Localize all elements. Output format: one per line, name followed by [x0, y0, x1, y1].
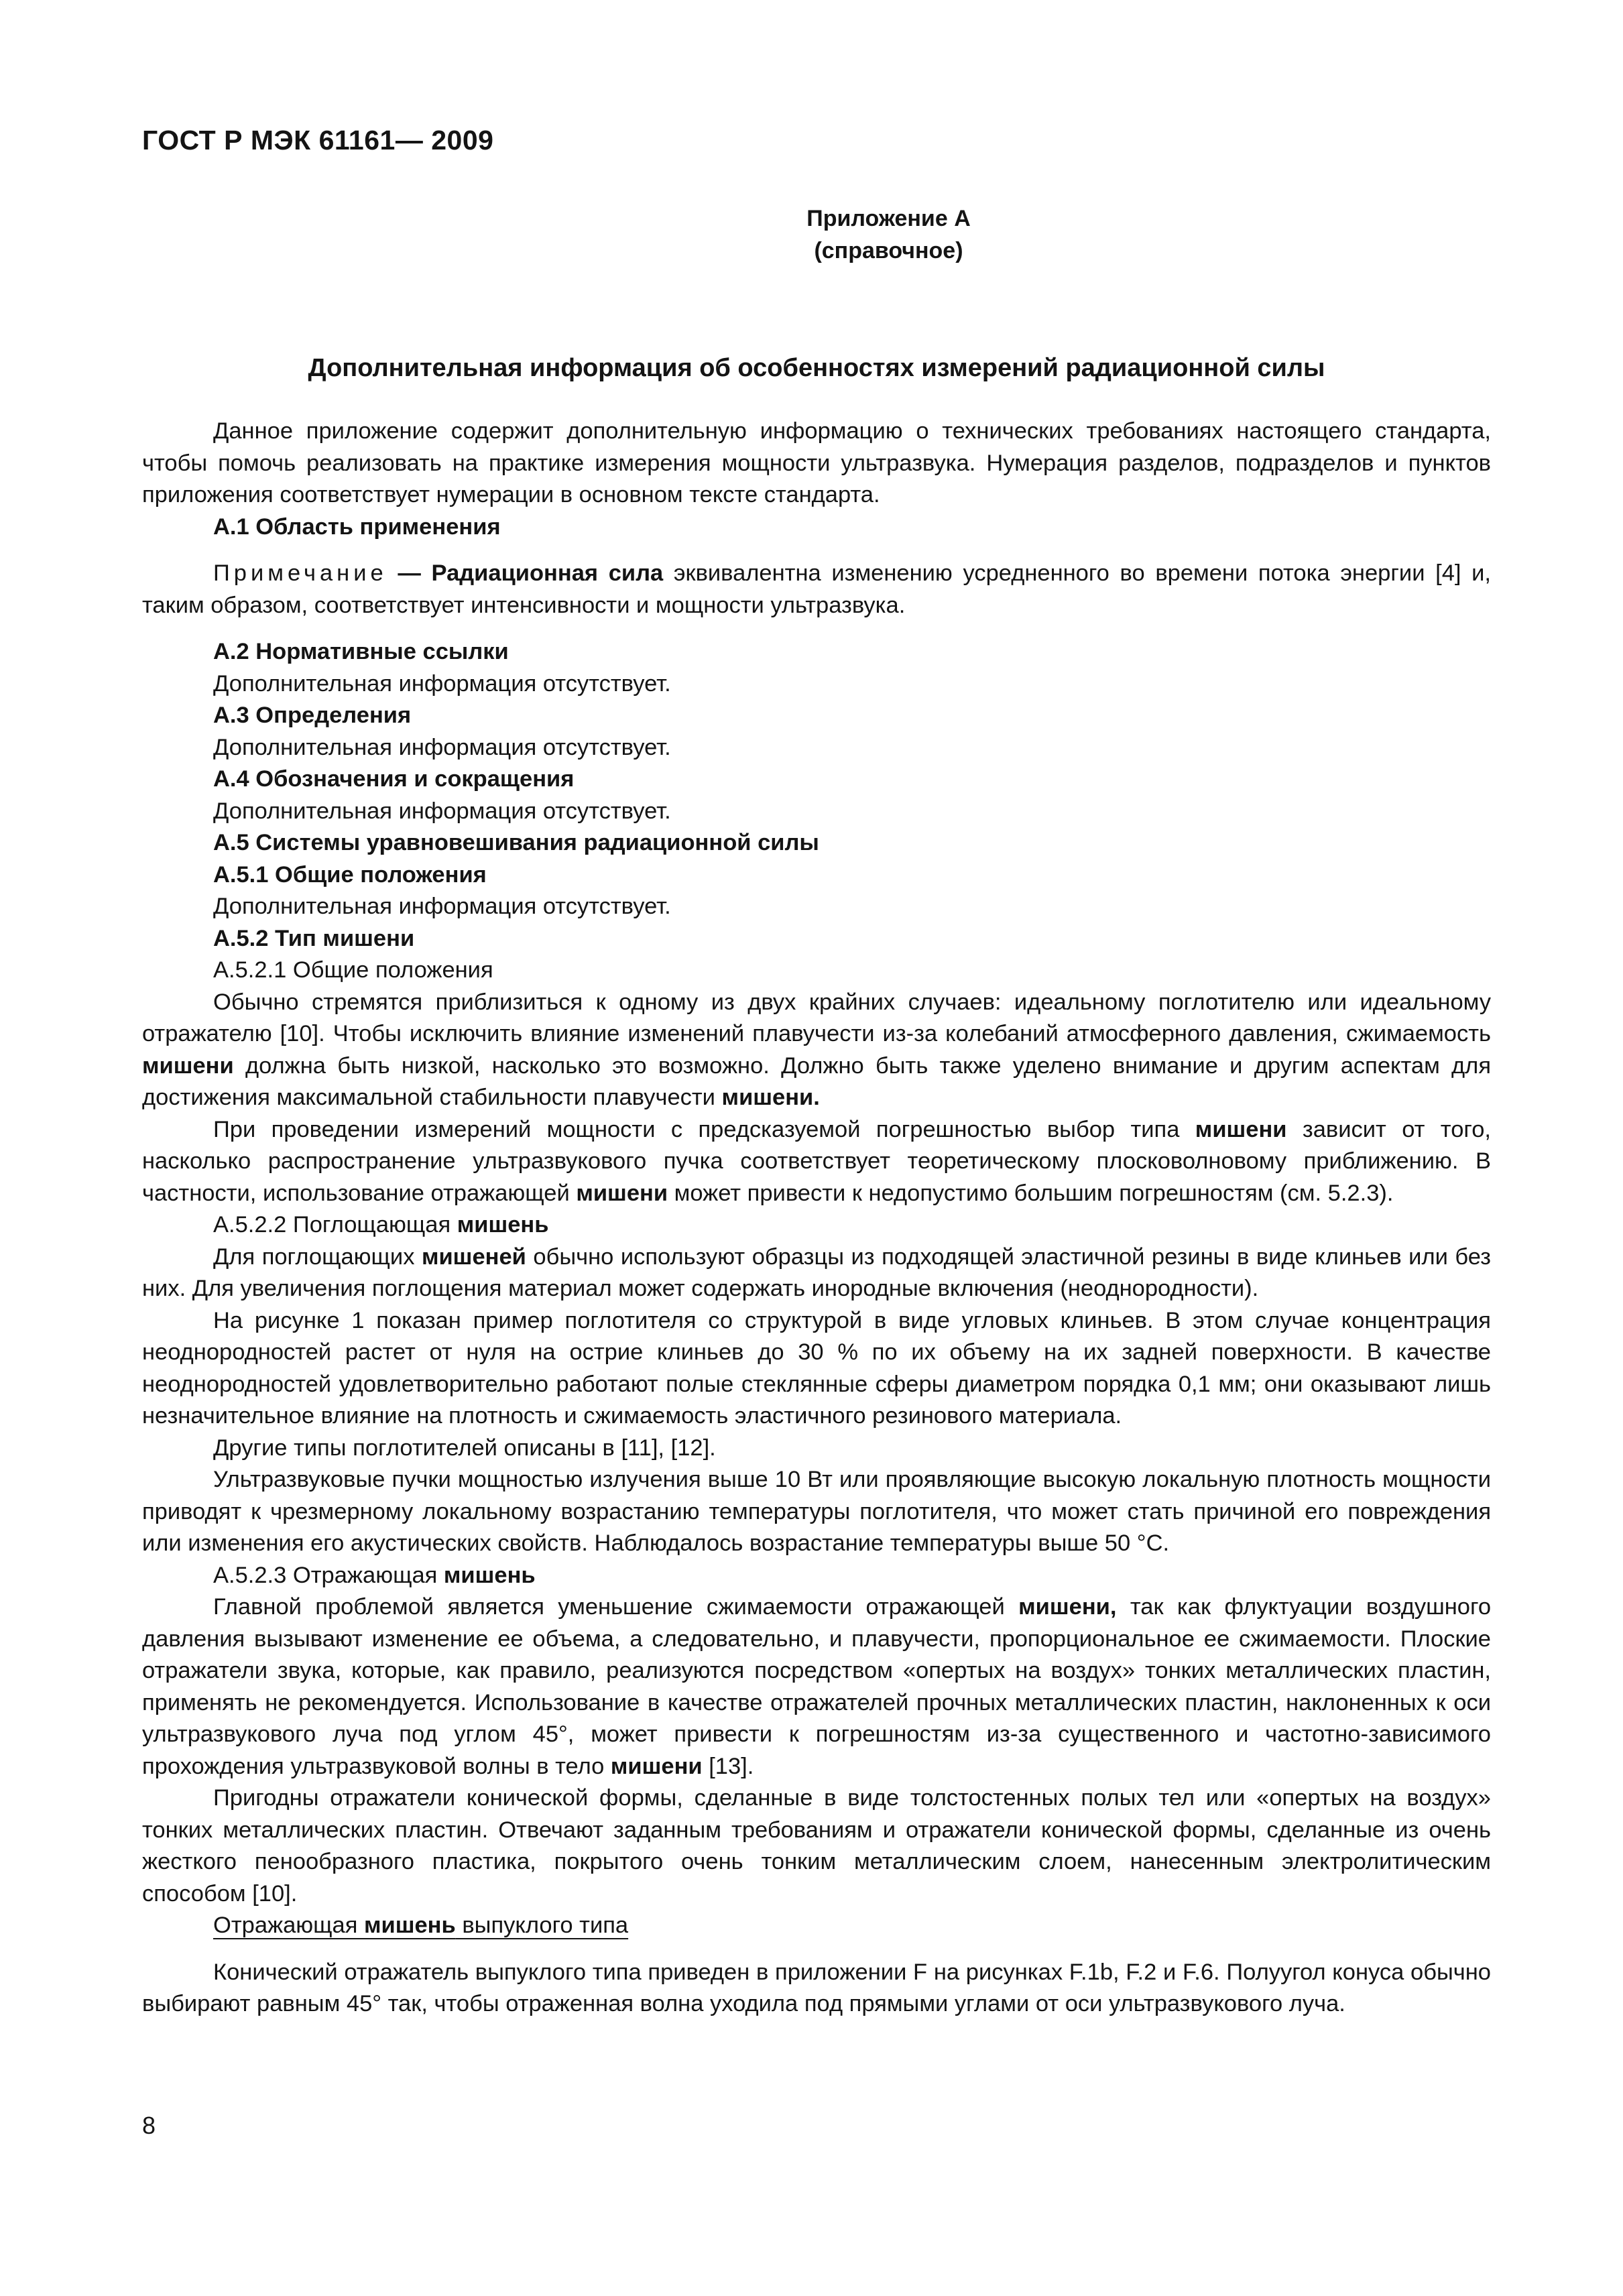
convex-sub-prefix: Отражающая	[213, 1913, 364, 1938]
a523-paragraph-1	[142, 1591, 1491, 1783]
a521-p2-bold-1: мишени	[1195, 1116, 1287, 1142]
a522-paragraph-2: На рисунке 1 показан пример поглотителя со структурой в виде угловых клиньев. В этом случае концентрация неоднородностей растет от нуля на острие клиньев до 30 % по их объему на их задней поверхности. В качестве неоднородностей удовлетворительно работают полые стеклянные сферы диаметром порядка 0,1 мм; они оказывают лишь незначительное влияние на плотность и сжимаемость эластичного резинового материала.	[142, 1307, 1491, 1429]
section-heading-a3: А.3 Определения	[213, 703, 412, 728]
a523-p1-bold-2: мишени	[610, 1753, 703, 1779]
section-text-a51: Дополнительная информация отсутствует.	[213, 894, 671, 919]
section-text-a4: Дополнительная информация отсутствует.	[213, 798, 671, 824]
a523-paragraph-2: Пригодны отражатели конической формы, сделанные в виде толстостенных полых тел или «опертых на воздух» тонких металлических пластин. Отвечают заданным требованиям и отражатели конической формы, сделанные из очень жесткого пенообразного пластика, покрытого очень тонким металлическим слоем, нанесенным электролитическим способом [10].	[142, 1785, 1491, 1907]
convex-sub-suffix: выпуклого типа	[455, 1913, 629, 1938]
a521-paragraph-1	[142, 987, 1491, 1114]
convex-target-subheading-underlined	[213, 1913, 628, 1938]
note-paragraph	[142, 558, 1491, 621]
a521-p1-bold-2: мишени.	[721, 1085, 820, 1110]
section-heading-a5: А.5 Системы уравновешивания радиационной силы	[213, 830, 819, 855]
section-heading-a521: А.5.2.1 Общие положения	[213, 957, 493, 983]
standard-code-header: ГОСТ Р МЭК 61161— 2009	[142, 125, 494, 156]
note-label: Примечание	[213, 560, 387, 586]
section-heading-a1: А.1 Область применения	[213, 513, 501, 540]
a521-p1-text-1: Обычно стремятся приблизиться к одному из двух крайних случаев: идеальному поглотителю или идеальному отражателю [10]. Чтобы исключить влияние изменений плавучести из-за колебаний атмосферного давления, сжимаемость	[142, 989, 1491, 1046]
a521-p2-text-2: зависит от того, насколько распространение ультразвукового пучка соответствует теоретическому плосковолновому приближению. В частности, использование отражающей	[142, 1116, 1491, 1206]
note-dash: —	[387, 560, 432, 586]
a523-heading-prefix: А.5.2.3 Отражающая	[213, 1562, 444, 1588]
a522-heading-prefix: А.5.2.2 Поглощающая	[213, 1212, 457, 1237]
a523-p1-text-2: так как флуктуации воздушного давления вызывают изменение ее объема, а следовательно, и плавучести, пропорциональное ее сжимаемости. Плоские отражатели звука, которые, как правило, реализуются посредством «опертых на воздух» тонких металлических пластин, применять не рекомендуется. Использование в качестве отражателей прочных металлических пластин, наклоненных к оси ультразвукового луча под углом 45°, может привести к погрешностям из-за существенного и частотно-зависимого прохождения ультразвуковой волны в тело	[142, 1594, 1492, 1779]
a522-p1-text-2: обычно используют образцы из подходящей эластичной резины в виде клиньев или без них. Для увеличения поглощения материал может содержать инородные включения (неоднородности).	[142, 1244, 1491, 1301]
annex-heading	[0, 202, 1623, 267]
section-heading-a523	[142, 1560, 1491, 1592]
a522-p1-text-1: Для поглощающих	[213, 1244, 422, 1270]
note-text: эквивалентна изменению усредненного во времени потока энергии [4] и, таким образом, соответствует интенсивности и мощности ультразвука.	[142, 560, 1492, 618]
convex-sub-bold: мишень	[364, 1913, 456, 1938]
section-heading-a51: А.5.1 Общие положения	[213, 861, 487, 888]
convex-target-subheading	[142, 1910, 1491, 1942]
a523-heading-bold: мишень	[443, 1562, 536, 1588]
section-heading-a4: А.4 Обозначения и сокращения	[213, 766, 575, 792]
a523-paragraph-3: Конический отражатель выпуклого типа приведен в приложении F на рисунках F.1b, F.2 и F.6. Полуугол конуса обычно выбирают равным 45° так, чтобы отраженная волна уходила под прямыми углами от оси ультразвукового луча.	[142, 1959, 1491, 2016]
section-heading-a522	[142, 1209, 1491, 1242]
a521-paragraph-2	[142, 1114, 1491, 1210]
a523-p1-bold-1: мишени,	[1018, 1594, 1117, 1620]
annex-title: Приложение А	[806, 206, 971, 231]
a523-p1-text-3: [13].	[702, 1753, 754, 1779]
a522-paragraph-4: Ультразвуковые пучки мощностью излучения выше 10 Вт или проявляющие высокую локальную плотность мощности приводят к чрезмерному локальному возрастанию температуры поглотителя, что может стать причиной его повреждения или изменения его акустических свойств. Наблюдалось возрастание температуры выше 50 °С.	[142, 1467, 1491, 1556]
section-heading-a52: А.5.2 Тип мишени	[213, 925, 415, 951]
section-text-a2: Дополнительная информация отсутствует.	[213, 670, 671, 697]
a522-heading-bold: мишень	[457, 1212, 549, 1237]
section-text-a3: Дополнительная информация отсутствует.	[213, 734, 671, 760]
a521-p2-bold-2: мишени	[576, 1180, 668, 1206]
a521-p1-text-2: должна быть низкой, насколько это возможно. Должно быть также уделено внимание и другим аспектам для достижения максимальной стабильности плавучести	[142, 1052, 1491, 1110]
a522-p1-bold-1: мишеней	[421, 1244, 526, 1270]
page-number: 8	[142, 2112, 156, 2139]
a521-p1-bold-1: мишени	[142, 1052, 234, 1079]
annex-main-title: Дополнительная информация об особенностях измерений радиационной силы	[308, 354, 1325, 382]
a521-p2-text-1: При проведении измерений мощности с предсказуемой погрешностью выбор типа	[213, 1116, 1195, 1142]
a522-paragraph-1	[142, 1242, 1491, 1305]
intro-paragraph: Данное приложение содержит дополнительную информацию о технических требованиях настоящего стандарта, чтобы помочь реализовать на практике измерения мощности ультразвука. Нумерация разделов, подразделов и пунктов приложения соответствует нумерации в основном тексте стандарта.	[142, 418, 1491, 507]
a521-p2-text-3: может привести к недопустимо большим погрешностям (см. 5.2.3).	[668, 1180, 1394, 1206]
document-body	[142, 416, 1491, 2020]
note-term: Радиационная сила	[431, 560, 664, 586]
annex-type: (справочное)	[814, 238, 963, 263]
a523-p1-text-1: Главной проблемой является уменьшение сжимаемости отражающей	[213, 1594, 1019, 1620]
section-heading-a2: А.2 Нормативные ссылки	[213, 639, 509, 664]
a522-paragraph-3: Другие типы поглотителей описаны в [11], [12].	[213, 1435, 716, 1461]
